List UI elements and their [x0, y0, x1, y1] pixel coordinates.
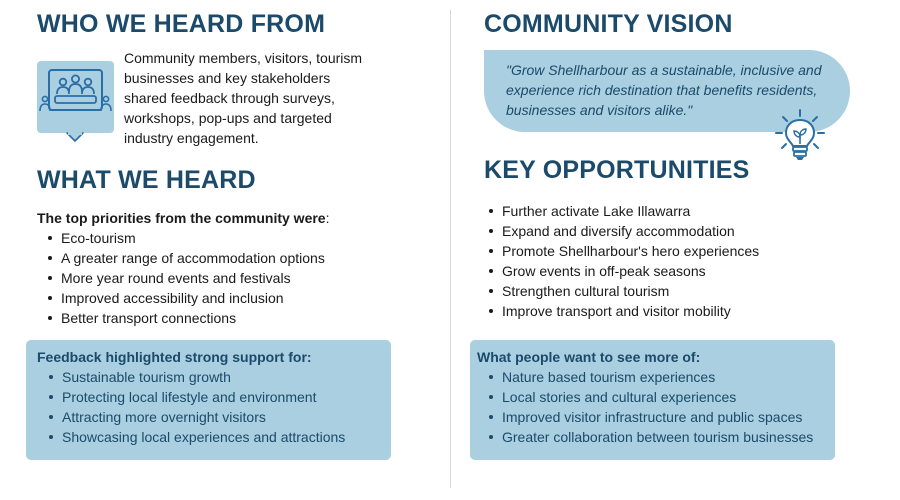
column-divider: [450, 10, 451, 488]
list-item: Further activate Lake Illawarra: [502, 201, 759, 221]
feedback-list: [38, 367, 379, 447]
list-item: Better transport connections: [61, 308, 325, 328]
list-item: Nature based tourism experiences: [502, 367, 823, 387]
list-item: Expand and diversify accommodation: [502, 221, 759, 241]
more-of-list: [482, 367, 823, 447]
priorities-intro-colon: :: [325, 210, 330, 226]
opportunities-list: [478, 201, 759, 321]
list-item: Showcasing local experiences and attractions: [62, 427, 379, 447]
priorities-intro: [37, 208, 329, 228]
more-of-box: [470, 340, 835, 460]
list-item: Improved accessibility and inclusion: [61, 288, 325, 308]
what-we-heard-heading: WHAT WE HEARD: [37, 166, 256, 194]
list-item: Grow events in off-peak seasons: [502, 261, 759, 281]
list-item: Improve transport and visitor mobility: [502, 301, 759, 321]
list-item: Improved visitor infrastructure and public spaces: [502, 407, 823, 427]
list-item: Attracting more overnight visitors: [62, 407, 379, 427]
priorities-list: [37, 228, 325, 328]
list-item: Eco-tourism: [61, 228, 325, 248]
who-we-heard-from-heading: WHO WE HEARD FROM: [37, 10, 326, 38]
list-item: Local stories and cultural experiences: [502, 387, 823, 407]
key-opportunities-heading: KEY OPPORTUNITIES: [484, 156, 750, 184]
list-item: More year round events and festivals: [61, 268, 325, 288]
community-vision-heading: COMMUNITY VISION: [484, 10, 733, 38]
feedback-box: [26, 340, 391, 460]
priorities-intro-bold: The top priorities from the community were: [37, 210, 326, 226]
more-of-box-title: What people want to see more of:: [477, 349, 701, 365]
feedback-box-title: Feedback highlighted strong support for:: [37, 349, 312, 365]
vision-quote-text: "Grow Shellharbour as a sustainable, inclusive and experience rich destination that benefits residents, businesses and visitors alike.": [506, 62, 822, 118]
list-item: Strengthen cultural tourism: [502, 281, 759, 301]
list-item: Sustainable tourism growth: [62, 367, 379, 387]
list-item: A greater range of accommodation options: [61, 250, 325, 266]
list-item: Promote Shellharbour's hero experiences: [502, 243, 760, 259]
meeting-people-icon: [37, 61, 114, 133]
list-item: Protecting local lifestyle and environment: [62, 387, 379, 407]
who-we-heard-from-text: Community members, visitors, tourism businesses and key stakeholders shared feedback through surveys, workshops, pop-ups and targeted industry engagement.: [124, 50, 363, 146]
lightbulb-icon: [772, 108, 832, 163]
list-item: Greater collaboration between tourism businesses: [502, 427, 823, 447]
